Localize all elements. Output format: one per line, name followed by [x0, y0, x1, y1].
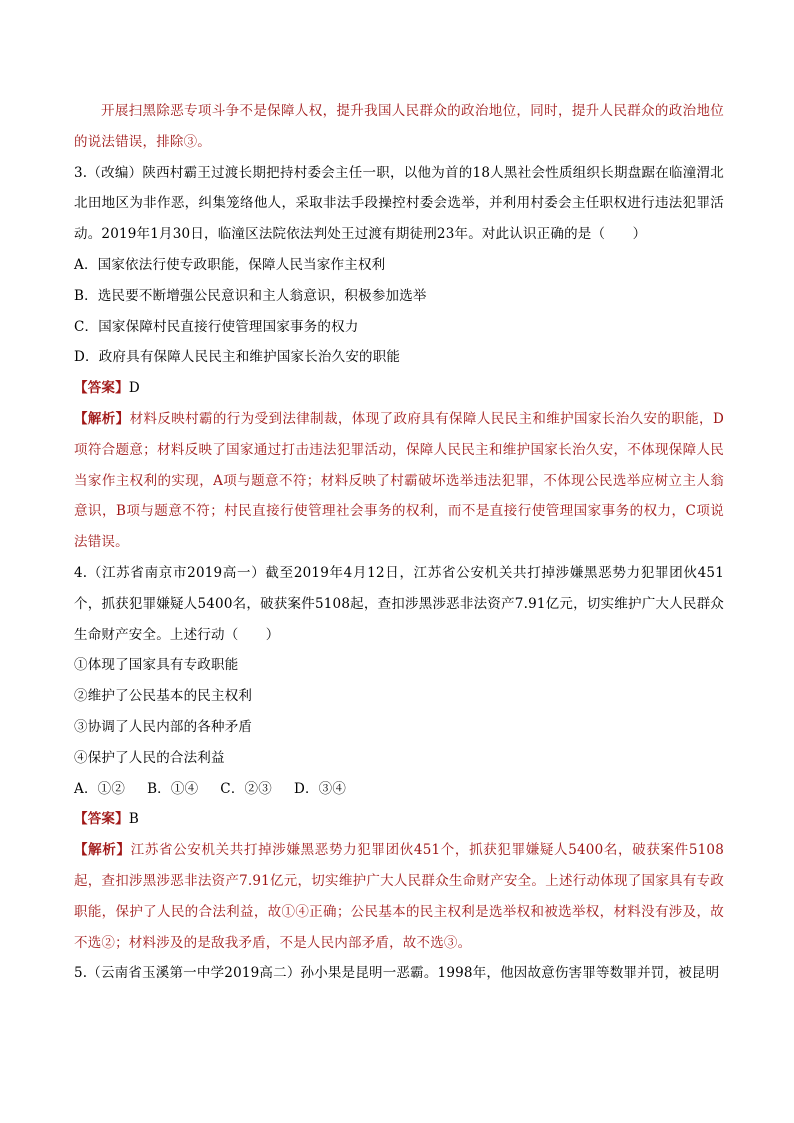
question-4-option-b: B．①④	[147, 780, 199, 797]
question-4-option-c: C．②③	[220, 780, 272, 797]
question-3-analysis	[74, 404, 724, 558]
question-4-analysis	[74, 835, 724, 958]
question-3	[74, 158, 724, 558]
question-3-option-a: A．国家依法行使专政职能，保障人民当家作主权利	[74, 256, 386, 273]
question-4-item-1: ①体现了国家具有专政职能	[74, 657, 239, 674]
question-3-option-b: B．选民要不断增强公民意识和主人翁意识，积极参加选举	[74, 287, 427, 304]
answer-value: B	[128, 811, 139, 828]
question-4-item-4: ④保护了人民的合法利益	[74, 749, 225, 766]
analysis-text: 江苏省公安机关共打掉涉嫌黑恶势力犯罪团伙451个，抓获犯罪嫌疑人5400名，破获案件5108起，查扣涉黑涉恶非法资产7.91亿元，切实维护广大人民群众生命财产安全。上述行动体现了国家具有专政职能，保护了人民的合法利益，故①④正确；公民基本的民主权利是选举权和被选举权，材料没有涉及，故不选②；材料涉及的是敌我矛盾，不是人民内部矛盾，故不选③。	[74, 842, 724, 951]
question-4-stem: 4.（江苏省南京市2019高一）截至2019年4月12日，江苏省公安机关共打掉涉嫌黑恶势力犯罪团伙451个，抓获犯罪嫌疑人5400名，破获案件5108起，查扣涉黑涉恶非法资产7.91亿元，切实维护广大人民群众生命财产安全。上述行动（ ）	[74, 564, 724, 643]
analysis-tag: 【解析】	[74, 410, 130, 427]
analysis-text: 材料反映村霸的行为受到法律制裁，体现了政府具有保障人民民主和维护国家长治久安的职能，D项符合题意；材料反映了国家通过打击违法犯罪活动，保障人民民主和维护国家长治久安，不体现保障人民当家作主权利的实现，A项与题意不符；材料反映了村霸破坏选举违法犯罪，不体现公民选举应树立主人翁意识，B项与题意不符；村民直接行使管理社会事务的权利，而不是直接行使管理国家事务的权力，C项说法错误。	[74, 410, 724, 551]
question-4-options	[74, 774, 724, 805]
intro-analysis-continuation: 开展扫黑除恶专项斗争不是保障人权，提升我国人民群众的政治地位，同时，提升人民群众的政治地位的说法错误，排除③。	[74, 103, 724, 150]
question-4-option-d: D．③④	[293, 780, 347, 797]
question-5	[74, 958, 724, 989]
question-3-option-c: C．国家保障村民直接行使管理国家事务的权力	[74, 318, 359, 335]
answer-value: D	[128, 380, 140, 397]
analysis-tag: 【解析】	[74, 842, 131, 859]
question-4-option-a: A．①②	[74, 780, 126, 797]
question-5-stem: 5.（云南省玉溪第一中学2019高二）孙小果是昆明一恶霸。1998年，他因故意伤害罪等数罪并罚，被昆明	[74, 965, 720, 982]
question-4-answer	[74, 804, 724, 835]
question-3-answer	[74, 373, 724, 404]
question-4-item-3: ③协调了人民内部的各种矛盾	[74, 718, 253, 735]
question-3-option-d: D．政府具有保障人民民主和维护国家长治久安的职能	[74, 349, 401, 366]
question-3-stem: 3.（改编）陕西村霸王过渡长期把持村委会主任一职，以他为首的18人黑社会性质组织长期盘踞在临潼渭北北田地区为非作恶，纠集笼络他人，采取非法手段操控村委会选举，并利用村委会主任职权进行违法犯罪活动。2019年1月30日，临潼区法院依法判处王过渡有期徒刑23年。对此认识正确的是（ ）	[74, 164, 724, 243]
document-page	[74, 96, 724, 989]
answer-tag: 【答案】	[74, 380, 129, 397]
question-4	[74, 558, 724, 958]
question-4-item-2: ②维护了公民基本的民主权利	[74, 688, 253, 705]
answer-tag: 【答案】	[74, 811, 129, 828]
